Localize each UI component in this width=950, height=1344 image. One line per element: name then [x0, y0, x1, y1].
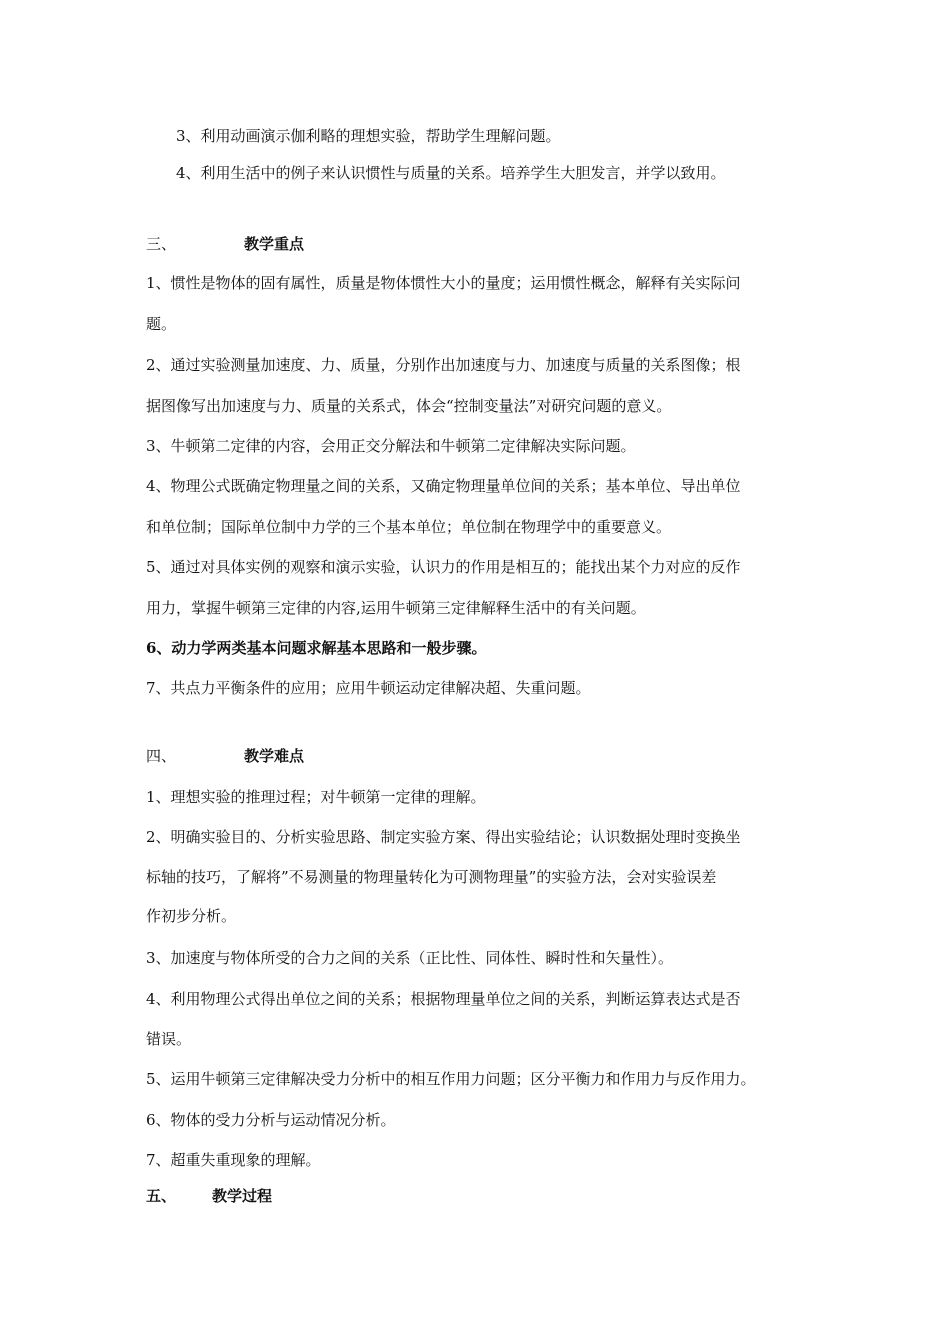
section-3-title: 教学重点: [244, 235, 305, 253]
section-4-line: 7、超重失重现象的理解。: [146, 1151, 321, 1169]
section-3-line: 和单位制；国际单位制中力学的三个基本单位；单位制在物理学中的重要意义。: [146, 518, 672, 536]
section-4-line: 2、明确实验目的、分析实验思路、制定实验方案、得出实验结论；认识数据处理时变换坐: [146, 828, 741, 846]
section-5-title: 教学过程: [212, 1187, 273, 1205]
section-4-line: 5、运用牛顿第三定律解决受力分析中的相互作用力问题；区分平衡力和作用力与反作用力。: [146, 1070, 756, 1088]
section-3-line-emphasis: 6、动力学两类基本问题求解基本思路和一般步骤。: [146, 639, 487, 657]
section-4-title: 教学难点: [244, 747, 305, 765]
section-3-number: 三、: [146, 235, 177, 253]
section-3-heading: [146, 234, 304, 254]
section-4-line: 作初步分析。: [146, 907, 237, 925]
section-4-line: 3、加速度与物体所受的合力之间的关系（正比性、同体性、瞬时性和矢量性）。: [146, 949, 674, 967]
section-3-line: 4、物理公式既确定物理量之间的关系，又确定物理量单位间的关系；基本单位、导出单位: [146, 477, 741, 495]
section-5-heading: [146, 1186, 272, 1206]
section-3-line: 7、共点力平衡条件的应用；应用牛顿运动定律解决超、失重问题。: [146, 679, 591, 697]
section-4-line: 1、理想实验的推理过程；对牛顿第一定律的理解。: [146, 788, 486, 806]
section-3-line: 3、牛顿第二定律的内容，会用正交分解法和牛顿第二定律解决实际问题。: [146, 437, 636, 455]
section-4-line: 4、利用物理公式得出单位之间的关系；根据物理量单位之间的关系，判断运算表达式是否: [146, 990, 741, 1008]
section-3-line: 题。: [146, 315, 177, 333]
section-3-line: 1、惯性是物体的固有属性，质量是物体惯性大小的量度；运用惯性概念，解释有关实际问: [146, 274, 741, 292]
section-3-line: 用力，掌握牛顿第三定律的内容,运用牛顿第三定律解释生活中的有关问题。: [146, 599, 646, 617]
section-5-number: 五、: [146, 1187, 177, 1205]
intro-item-3: 3、利用动画演示伽利略的理想实验，帮助学生理解问题。: [176, 127, 561, 145]
section-3-line: 2、通过实验测量加速度、力、质量，分别作出加速度与力、加速度与质量的关系图像；根: [146, 356, 741, 374]
section-3-line: 据图像写出加速度与力、质量的关系式，体会“控制变量法”对研究问题的意义。: [146, 397, 672, 415]
intro-item-4: 4、利用生活中的例子来认识惯性与质量的关系。培养学生大胆发言，并学以致用。: [176, 164, 726, 182]
section-4-line: 标轴的技巧，了解将”不易测量的物理量转化为可测物理量”的实验方法，会对实验误差: [146, 868, 717, 886]
section-4-number: 四、: [146, 747, 177, 765]
section-4-line: 6、物体的受力分析与运动情况分析。: [146, 1111, 396, 1129]
section-4-heading: [146, 746, 304, 766]
section-3-line: 5、通过对具体实例的观察和演示实验，认识力的作用是相互的；能找出某个力对应的反作: [146, 558, 741, 576]
section-4-line: 错误。: [146, 1030, 192, 1048]
